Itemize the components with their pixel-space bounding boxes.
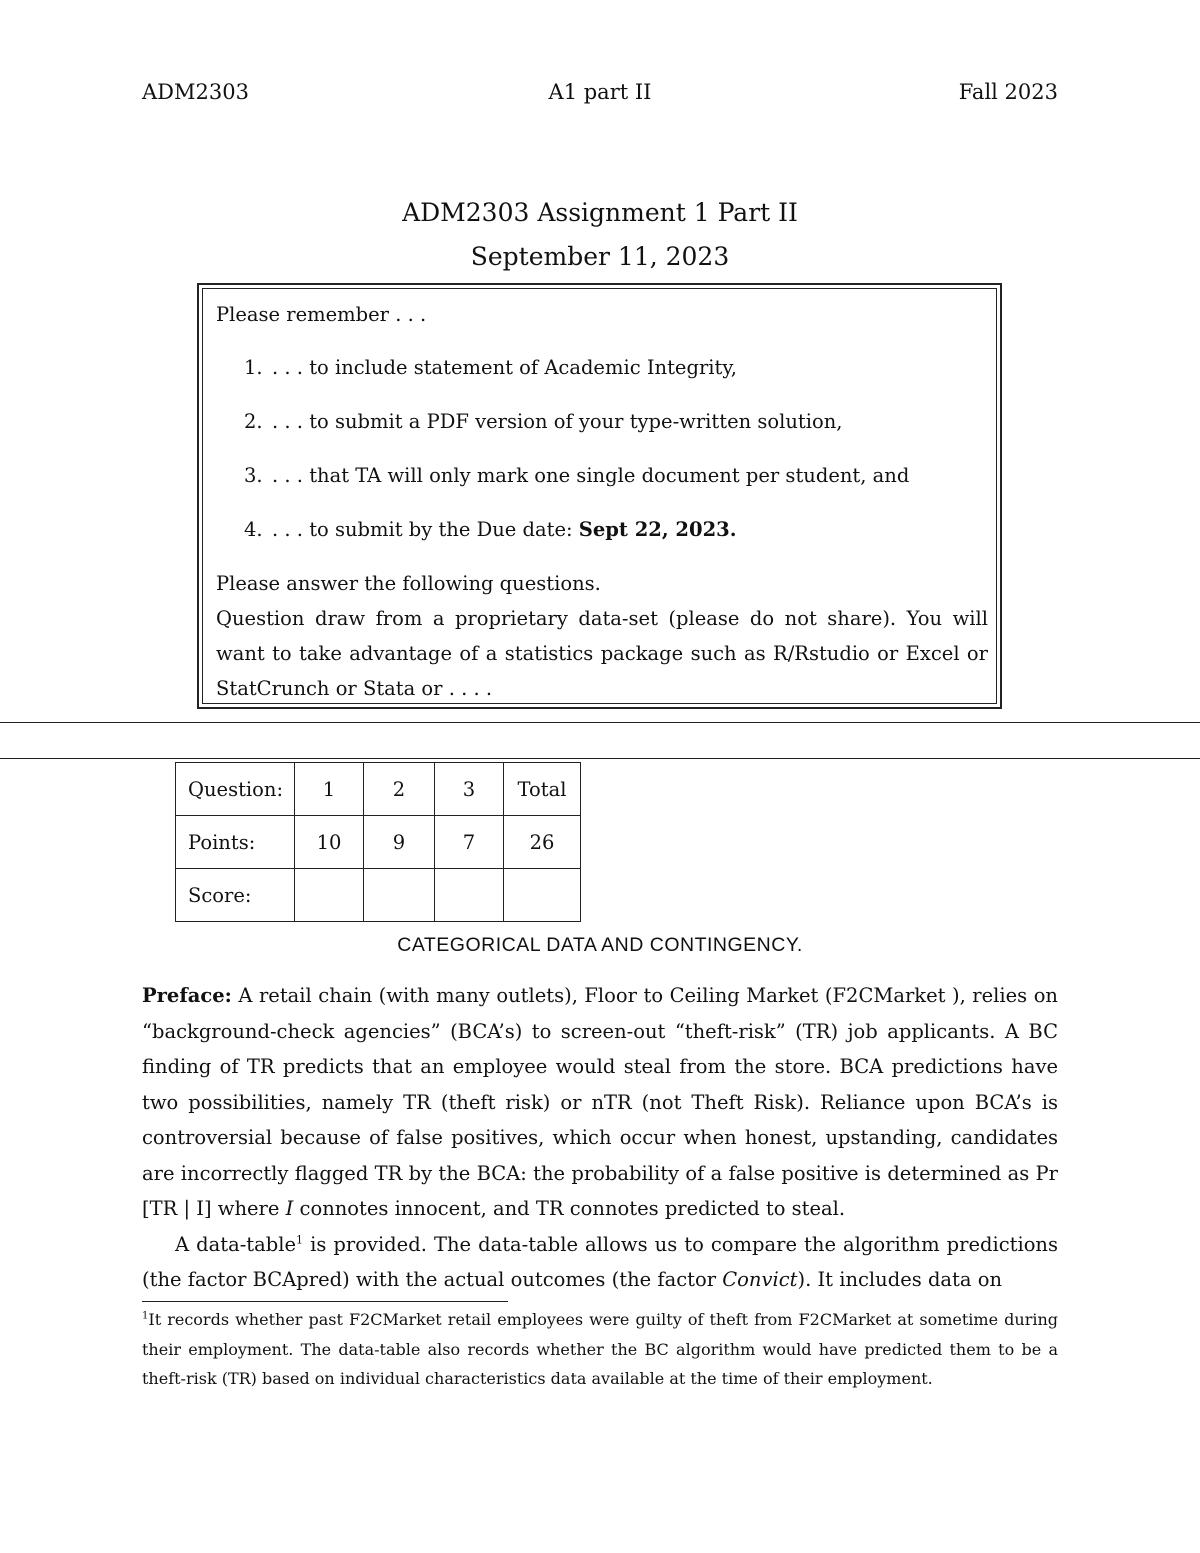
score-cell[interactable]	[435, 869, 504, 922]
reminder-answer: Please answer the following questions.	[216, 572, 601, 595]
reminder-item-text: . . . to submit by the Due date:	[272, 518, 579, 541]
reminder-intro: Please remember . . .	[216, 303, 427, 326]
reminder-item	[244, 404, 988, 439]
paragraph-italic: Convict	[722, 1268, 798, 1291]
reminder-item-number: 2.	[244, 410, 263, 433]
paragraph-text: is provided. The data-table allows us to compare the algorithm predictions (the factor BCApred) with the actual outcomes (the factor	[142, 1232, 1058, 1291]
footnote	[142, 1305, 1058, 1394]
score-cell[interactable]	[504, 869, 581, 922]
table-row	[176, 816, 581, 869]
reminder-note: Question draw from a proprietary data-set (please do not share). You will want to take advantage of a statistics package such as R/Rstudio or Excel or StatCrunch or Stata or . . . .	[216, 607, 988, 700]
table-cell: Points:	[176, 816, 295, 869]
preface-paragraph	[142, 978, 1058, 1227]
table-cell: 1	[295, 763, 364, 816]
reminder-item-text: . . . to include statement of Academic Integrity,	[272, 356, 737, 379]
reminder-item	[244, 458, 988, 493]
horizontal-rule-top	[0, 722, 1200, 723]
reminder-box-inner	[202, 288, 997, 704]
reminder-item-text: . . . to submit a PDF version of your type-written solution,	[272, 410, 843, 433]
table-cell: 26	[504, 816, 581, 869]
due-date: Sept 22, 2023.	[578, 518, 737, 541]
reminder-list	[216, 350, 988, 547]
footnote-rule	[142, 1301, 508, 1302]
footnote-text: It records whether past F2CMarket retail employees were guilty of theft from F2CMarket at sometime during their employment. The data-table also records whether the BC algorithm would have predicted them to be a theft-risk (TR) based on individual characteristics data available at the time of their employment.	[142, 1310, 1058, 1388]
preface-text: A retail chain (with many outlets), Floor to Ceiling Market (F2CMarket ), relies on “background-check agencies” (BCA’s) to screen-out “theft-risk” (TR) job applicants. A BC finding of TR predicts that an employee would steal from the store. BCA predictions have two possibilities, namely TR (theft risk) or nTR (not Theft Risk). Reliance upon BCA’s is controversial because of false positives, which occur when honest, upstanding, candidates are incorrectly flagged TR by the BCA: the probability of a false positive is determined as Pr [TR | I] where	[142, 984, 1058, 1220]
header-part: A1 part II	[548, 80, 652, 104]
header-term: Fall 2023	[958, 80, 1058, 104]
points-table	[175, 762, 581, 922]
preface-label: Preface:	[142, 984, 232, 1007]
reminder-item	[244, 350, 988, 385]
reminder-item-number: 4.	[244, 518, 263, 541]
reminder-item	[244, 512, 988, 547]
document-title: ADM2303 Assignment 1 Part II	[402, 198, 798, 227]
table-cell: Total	[504, 763, 581, 816]
score-cell[interactable]	[295, 869, 364, 922]
header-course: ADM2303	[142, 80, 249, 104]
table-cell: 7	[435, 816, 504, 869]
paragraph-text: A data-table	[175, 1232, 297, 1256]
preface-italic: I	[285, 1197, 294, 1220]
horizontal-rule-bottom	[0, 758, 1200, 759]
footnote-ref[interactable]: 1	[296, 1233, 304, 1246]
table-cell: Score:	[176, 869, 295, 922]
paragraph-text: ). It includes data on	[797, 1268, 1003, 1291]
preface	[142, 978, 1058, 1298]
preface-text: connotes innocent, and TR connotes predicted to steal.	[293, 1197, 846, 1220]
reminder-item-text: . . . that TA will only mark one single document per student, and	[272, 464, 910, 487]
reminder-item-number: 3.	[244, 464, 263, 487]
table-row	[176, 869, 581, 922]
table-cell: 10	[295, 816, 364, 869]
table-cell: Question:	[176, 763, 295, 816]
section-title: CATEGORICAL DATA AND CONTINGENCY.	[397, 934, 803, 956]
table-cell: 9	[364, 816, 435, 869]
data-table-paragraph	[142, 1227, 1058, 1298]
document-date: September 11, 2023	[470, 242, 730, 271]
table-cell: 3	[435, 763, 504, 816]
table-row	[176, 763, 581, 816]
reminder-box	[197, 283, 1002, 709]
table-cell: 2	[364, 763, 435, 816]
score-cell[interactable]	[364, 869, 435, 922]
footnote-mark: 1	[142, 1310, 149, 1322]
reminder-item-number: 1.	[244, 356, 263, 379]
